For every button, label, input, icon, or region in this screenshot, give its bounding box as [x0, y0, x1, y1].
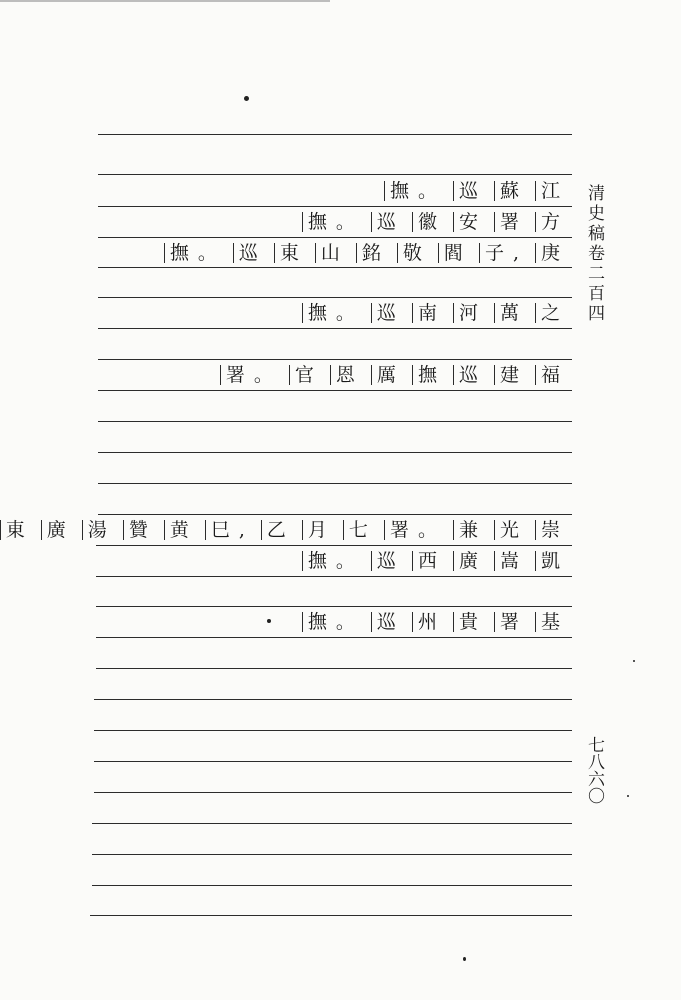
cell-text: 崇: [540, 519, 569, 541]
cell-divider: [412, 365, 413, 385]
table-row: [157, 242, 569, 264]
cell: [431, 242, 472, 264]
cell-text: 撫。: [307, 211, 364, 233]
ruled-line: [98, 483, 572, 484]
cell-divider: [82, 520, 83, 540]
cell-divider: [123, 520, 124, 540]
cell: [472, 242, 528, 264]
cell: [364, 611, 405, 633]
cell-divider: [494, 303, 495, 323]
cell-text: 署。: [225, 364, 282, 386]
cell-text: 西: [417, 550, 446, 572]
cell-text: 厲: [376, 364, 405, 386]
cell: [282, 364, 323, 386]
cell: [226, 242, 267, 264]
cell: [446, 180, 487, 202]
table-row: [0, 519, 569, 541]
cell-text: 廣: [458, 550, 487, 572]
cell: [528, 364, 569, 386]
cell-text: 月: [307, 519, 336, 541]
cell-divider: [453, 551, 454, 571]
cell: [323, 364, 364, 386]
cell-divider: [535, 303, 536, 323]
cell-text: 撫。: [169, 242, 226, 264]
cell: [528, 180, 569, 202]
cell-text: 撫。: [307, 302, 364, 324]
cell-divider: [384, 181, 385, 201]
cell: [364, 302, 405, 324]
cell: [157, 519, 198, 541]
cell: [446, 550, 487, 572]
cell-divider: [412, 551, 413, 571]
cell: [198, 519, 254, 541]
cell-divider: [535, 365, 536, 385]
ruled-line: [98, 359, 572, 360]
cell-text: 恩: [335, 364, 364, 386]
table-row: [295, 611, 569, 633]
cell-divider: [371, 551, 372, 571]
cell: [349, 242, 390, 264]
ruled-line: [94, 792, 572, 793]
cell: [213, 364, 282, 386]
cell: [116, 519, 157, 541]
table-row: [377, 180, 569, 202]
page-number: 七八六〇: [584, 736, 604, 804]
cell-divider: [412, 212, 413, 232]
cell-text: 巡: [238, 242, 267, 264]
cell-text: 方: [540, 211, 569, 233]
cell-divider: [535, 212, 536, 232]
cell-text: 光: [499, 519, 528, 541]
cell-divider: [494, 181, 495, 201]
cell-text: 署。: [389, 519, 446, 541]
cell: [487, 611, 528, 633]
ruled-line: [92, 885, 572, 886]
cell: [487, 364, 528, 386]
cell-divider: [261, 520, 262, 540]
cell: [405, 364, 446, 386]
cell-divider: [453, 612, 454, 632]
cell-divider: [453, 365, 454, 385]
cell: [308, 242, 349, 264]
cell-text: 貴: [458, 611, 487, 633]
cell-divider: [220, 365, 221, 385]
cell-divider: [535, 243, 536, 263]
ruled-line: [98, 134, 572, 135]
cell-text: 閻: [443, 242, 472, 264]
cell-divider: [535, 181, 536, 201]
cell-divider: [371, 212, 372, 232]
cell-divider: [343, 520, 344, 540]
cell: [336, 519, 377, 541]
cell-divider: [453, 212, 454, 232]
cell-divider: [205, 520, 206, 540]
cell-text: 廣: [46, 519, 75, 541]
cell-divider: [356, 243, 357, 263]
cell-divider: [330, 365, 331, 385]
ink-speck: [463, 957, 466, 961]
running-head: 清史稿卷二百四: [584, 184, 604, 324]
cell-text: 撫。: [307, 550, 364, 572]
ink-speck: [244, 96, 249, 101]
cell-divider: [41, 520, 42, 540]
cell-divider: [371, 365, 372, 385]
cell-divider: [302, 551, 303, 571]
ruled-line: [98, 328, 572, 329]
cell: [528, 611, 569, 633]
cell: [405, 302, 446, 324]
cell: [267, 242, 308, 264]
cell-text: 巡: [376, 302, 405, 324]
cell-divider: [453, 520, 454, 540]
cell-text: 州: [417, 611, 446, 633]
cell-text: 敬: [402, 242, 431, 264]
ruled-line: [92, 854, 572, 855]
ruled-line: [94, 699, 572, 700]
cell-divider: [412, 612, 413, 632]
scan-edge: [0, 0, 330, 2]
cell: [377, 519, 446, 541]
cell: [528, 302, 569, 324]
cell-text: 巳,: [210, 519, 254, 541]
cell-divider: [535, 612, 536, 632]
cell-divider: [453, 181, 454, 201]
cell-text: 兼: [458, 519, 487, 541]
cell-text: 南: [417, 302, 446, 324]
cell-text: 福: [540, 364, 569, 386]
cell-text: 東: [5, 519, 34, 541]
cell-text: 巡: [458, 364, 487, 386]
cell: [364, 364, 405, 386]
cell: [487, 302, 528, 324]
cell: [295, 550, 364, 572]
cell-text: 萬: [499, 302, 528, 324]
ruled-line: [98, 174, 572, 175]
cell-divider: [494, 365, 495, 385]
ruled-line: [98, 390, 572, 391]
cell: [295, 302, 364, 324]
cell: [487, 519, 528, 541]
cell: [34, 519, 75, 541]
cell-text: 東: [279, 242, 308, 264]
cell-divider: [302, 303, 303, 323]
ruled-line: [98, 514, 572, 515]
cell-text: 銘: [361, 242, 390, 264]
cell-text: 署: [499, 211, 528, 233]
table-row: [295, 302, 569, 324]
cell: [446, 364, 487, 386]
ink-speck: [627, 795, 629, 797]
cell-text: 河: [458, 302, 487, 324]
cell-text: 凱: [540, 550, 569, 572]
cell: [405, 550, 446, 572]
ruled-line: [98, 237, 572, 238]
cell: [75, 519, 116, 541]
cell-text: 巡: [376, 550, 405, 572]
cell-text: 署: [499, 611, 528, 633]
cell: [528, 550, 569, 572]
cell: [487, 180, 528, 202]
cell-divider: [494, 551, 495, 571]
cell-divider: [274, 243, 275, 263]
ruled-line: [90, 915, 572, 916]
cell: [377, 180, 446, 202]
ink-speck: [633, 660, 635, 662]
cell: [528, 242, 569, 264]
cell-divider: [412, 303, 413, 323]
cell-divider: [164, 243, 165, 263]
cell-divider: [494, 612, 495, 632]
cell-text: 撫: [417, 364, 446, 386]
cell-divider: [302, 520, 303, 540]
ink-speck: [267, 619, 271, 623]
cell: [446, 302, 487, 324]
cell-divider: [371, 612, 372, 632]
cell-divider: [494, 212, 495, 232]
cell: [487, 550, 528, 572]
table-row: [295, 550, 569, 572]
cell-text: 巡: [376, 211, 405, 233]
ruled-line: [98, 452, 572, 453]
cell-text: 庚: [540, 242, 569, 264]
cell-text: 嵩: [499, 550, 528, 572]
cell-divider: [371, 303, 372, 323]
cell-text: 巡: [458, 180, 487, 202]
table-row: [295, 211, 569, 233]
cell-divider: [302, 212, 303, 232]
cell: [295, 611, 364, 633]
cell-text: 官: [294, 364, 323, 386]
ruled-line: [96, 606, 572, 607]
cell-divider: [479, 243, 480, 263]
ruled-line: [96, 545, 572, 546]
cell: [390, 242, 431, 264]
cell-text: 之: [540, 302, 569, 324]
cell: [364, 211, 405, 233]
cell: [254, 519, 295, 541]
ruled-line: [98, 421, 572, 422]
cell-text: 建: [499, 364, 528, 386]
ruled-line: [96, 637, 572, 638]
cell-divider: [0, 520, 1, 540]
ruled-line: [96, 668, 572, 669]
ruled-line: [94, 730, 572, 731]
cell: [446, 519, 487, 541]
cell-divider: [315, 243, 316, 263]
cell-divider: [453, 303, 454, 323]
cell-text: 蘇: [499, 180, 528, 202]
cell-text: 巡: [376, 611, 405, 633]
cell: [487, 211, 528, 233]
cell-divider: [535, 551, 536, 571]
ruled-line: [96, 576, 572, 577]
cell-divider: [494, 520, 495, 540]
ruled-line: [92, 823, 572, 824]
cell-text: 黄: [169, 519, 198, 541]
cell-divider: [535, 520, 536, 540]
ruled-line: [94, 761, 572, 762]
cell-text: 撫。: [307, 611, 364, 633]
cell-text: 撫。: [389, 180, 446, 202]
cell: [157, 242, 226, 264]
cell-text: 贊: [128, 519, 157, 541]
cell-text: 乙: [266, 519, 295, 541]
cell: [405, 611, 446, 633]
cell: [0, 519, 34, 541]
cell-text: 七: [348, 519, 377, 541]
cell: [364, 550, 405, 572]
cell-text: 安: [458, 211, 487, 233]
table-row: [213, 364, 569, 386]
cell-divider: [397, 243, 398, 263]
cell-text: 山: [320, 242, 349, 264]
cell-divider: [289, 365, 290, 385]
ruled-line: [98, 206, 572, 207]
cell-divider: [233, 243, 234, 263]
cell-divider: [302, 612, 303, 632]
cell-text: 基: [540, 611, 569, 633]
cell-text: 子,: [484, 242, 528, 264]
cell-divider: [384, 520, 385, 540]
cell-text: 湯: [87, 519, 116, 541]
cell-text: 江: [540, 180, 569, 202]
cell: [446, 211, 487, 233]
ruled-line: [98, 267, 572, 268]
cell: [446, 611, 487, 633]
cell: [295, 211, 364, 233]
cell: [295, 519, 336, 541]
cell: [405, 211, 446, 233]
cell-text: 徽: [417, 211, 446, 233]
cell-divider: [164, 520, 165, 540]
ruled-line: [98, 297, 572, 298]
cell: [528, 519, 569, 541]
cell: [528, 211, 569, 233]
cell-divider: [438, 243, 439, 263]
